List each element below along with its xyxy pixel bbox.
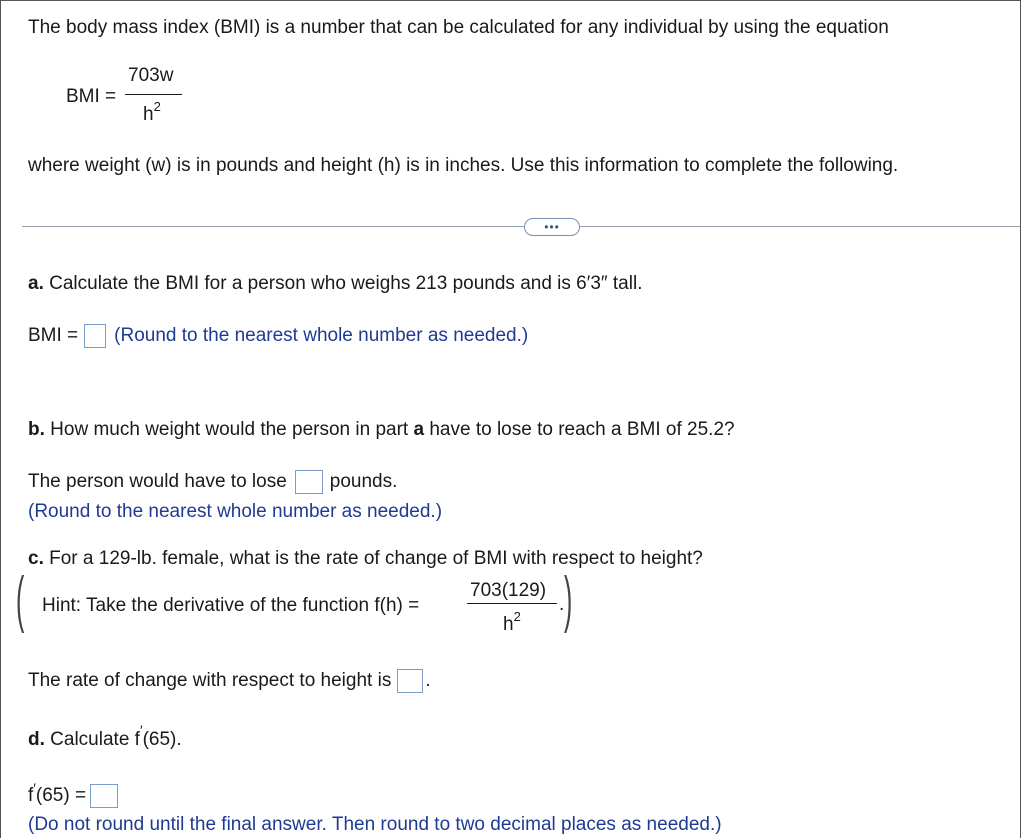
more-options-button[interactable]: ••• bbox=[524, 218, 580, 236]
derivative-label: f′(65) = bbox=[28, 780, 87, 806]
part-c-question: c. For a 129-lb. female, what is the rate of change of BMI with respect to height? bbox=[28, 548, 703, 569]
part-c-answer-row bbox=[28, 669, 431, 693]
hint-left-paren: ( bbox=[16, 565, 25, 634]
hint-period: . bbox=[559, 594, 565, 615]
part-d-question: d. Calculate f′(65). bbox=[28, 722, 182, 750]
weight-loss-label: The person would have to lose bbox=[28, 471, 287, 492]
bmi-formula-denominator: $h^2$ bbox=[143, 99, 161, 125]
hint-fraction-bar bbox=[467, 603, 557, 604]
hint-fraction-numerator: 703(129) bbox=[470, 580, 547, 601]
rate-of-change-input[interactable] bbox=[397, 669, 423, 693]
weight-loss-input[interactable] bbox=[295, 470, 323, 494]
rate-of-change-label: The rate of change with respect to height is bbox=[28, 670, 392, 691]
pounds-label: pounds. bbox=[329, 471, 398, 492]
hint-right-paren: ) bbox=[564, 565, 573, 634]
part-a-rounding-hint: (Round to the nearest whole number as needed.) bbox=[114, 325, 529, 346]
part-b-rounding-hint: (Round to the nearest whole number as needed.) bbox=[28, 501, 443, 522]
part-b-question: b. How much weight would the person in part a have to lose to reach a BMI of 25.2? bbox=[28, 419, 735, 440]
part-a-question: a. Calculate the BMI for a person who weighs 213 pounds and is 6′3″ tall. bbox=[28, 273, 643, 294]
hint-fraction-denominator: $h^2$ bbox=[503, 609, 521, 635]
part-a-answer-row bbox=[28, 324, 528, 348]
bmi-formula-numerator: 703w bbox=[128, 65, 174, 86]
bmi-formula-fraction-bar bbox=[125, 94, 182, 95]
intro-sentence: The body mass index (BMI) is a number that can be calculated for any individual by using the equation bbox=[28, 17, 889, 38]
rate-of-change-period: . bbox=[425, 670, 431, 691]
part-d-rounding-hint: (Do not round until the final answer. Then round to two decimal places as needed.) bbox=[28, 814, 722, 835]
bmi-formula-lhs: BMI = bbox=[66, 86, 117, 107]
hint-text: Hint: Take the derivative of the function f(h) = bbox=[42, 595, 420, 616]
derivative-input[interactable] bbox=[90, 784, 118, 808]
bmi-answer-label: BMI = bbox=[28, 325, 79, 346]
part-d-answer-row bbox=[28, 780, 118, 808]
bmi-answer-input[interactable] bbox=[84, 324, 106, 348]
units-sentence: where weight (w) is in pounds and height (h) is in inches. Use this information to complete the following. bbox=[28, 155, 899, 176]
section-divider bbox=[22, 226, 1020, 227]
part-b-answer-row bbox=[28, 470, 397, 494]
